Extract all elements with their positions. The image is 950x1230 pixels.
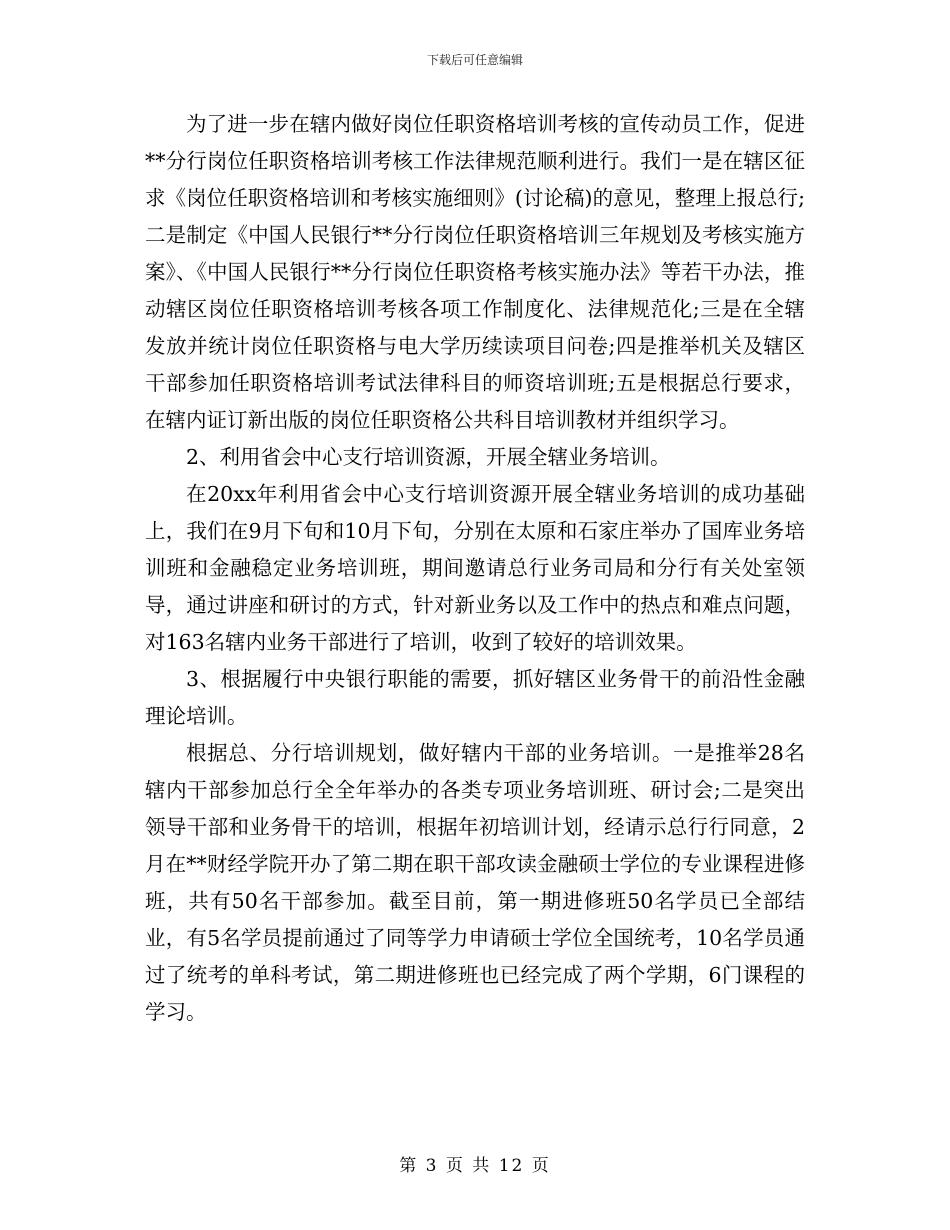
page-header-note: 下载后可任意编辑: [426, 53, 523, 67]
page-footer-number: 第 3 页 共 12 页: [399, 1156, 551, 1176]
paragraph-3: 在20xx年利用省会中心支行培训资源开展全辖业务培训的成功基础上，我们在9月下旬和10月下旬，分别在太原和石家庄举办了国库业务培训班和金融稳定业务培训班，期间邀请总行业务司局和分行有关处室领导，通过讲座和研讨的方式，针对新业务以及工作中的热点和难点问题，对163名辖内业务干部进行了培训，收到了较好的培训效果。: [145, 482, 805, 654]
paragraph-1: 为了进一步在辖内做好岗位任职资格培训考核的宣传动员工作，促进**分行岗位任职资格培训考核工作法律规范顺利进行。我们一是在辖区征求《岗位任职资格培训和考核实施细则》(讨论稿)的意见，整理上报总行;二是制定《中国人民银行**分行岗位任职资格培训三年规划及考核实施方案》、《中国人民银行**分行岗位任职资格考核实施办法》等若干办法，推动辖区岗位任职资格培训考核各项工作制度化、法律规范化;三是在全辖发放并统计岗位任职资格与电大学历续读项目问卷;四是推举机关及辖区干部参加任职资格培训考试法律科目的师资培训班;五是根据总行要求，在辖内证订新出版的岗位任职资格公共科目培训教材并组织学习。: [145, 112, 805, 432]
paragraph-5: 根据总、分行培训规划，做好辖内干部的业务培训。一是推举28名辖内干部参加总行全全年举办的各类专项业务培训班、研讨会;二是突出领导干部和业务骨干的培训，根据年初培训计划，经请示总行行同意，2月在**财经学院开办了第二期在职干部攻读金融硕士学位的专业课程进修班，共有50名干部参加。截至目前，第一期进修班50名学员已全部结业，有5名学员提前通过了同等学力申请硕士学位全国统考，10名学员通过了统考的单科考试，第二期进修班也已经完成了两个学期，6门课程的学习。: [145, 741, 805, 1024]
paragraph-4-heading: 3、根据履行中央银行职能的需要，抓好辖区业务骨干的前沿性金融理论培训。: [145, 667, 805, 728]
document-body: [145, 106, 805, 1031]
paragraph-2-heading: 2、利用省会中心支行培训资源，开展全辖业务培训。: [186, 445, 671, 469]
